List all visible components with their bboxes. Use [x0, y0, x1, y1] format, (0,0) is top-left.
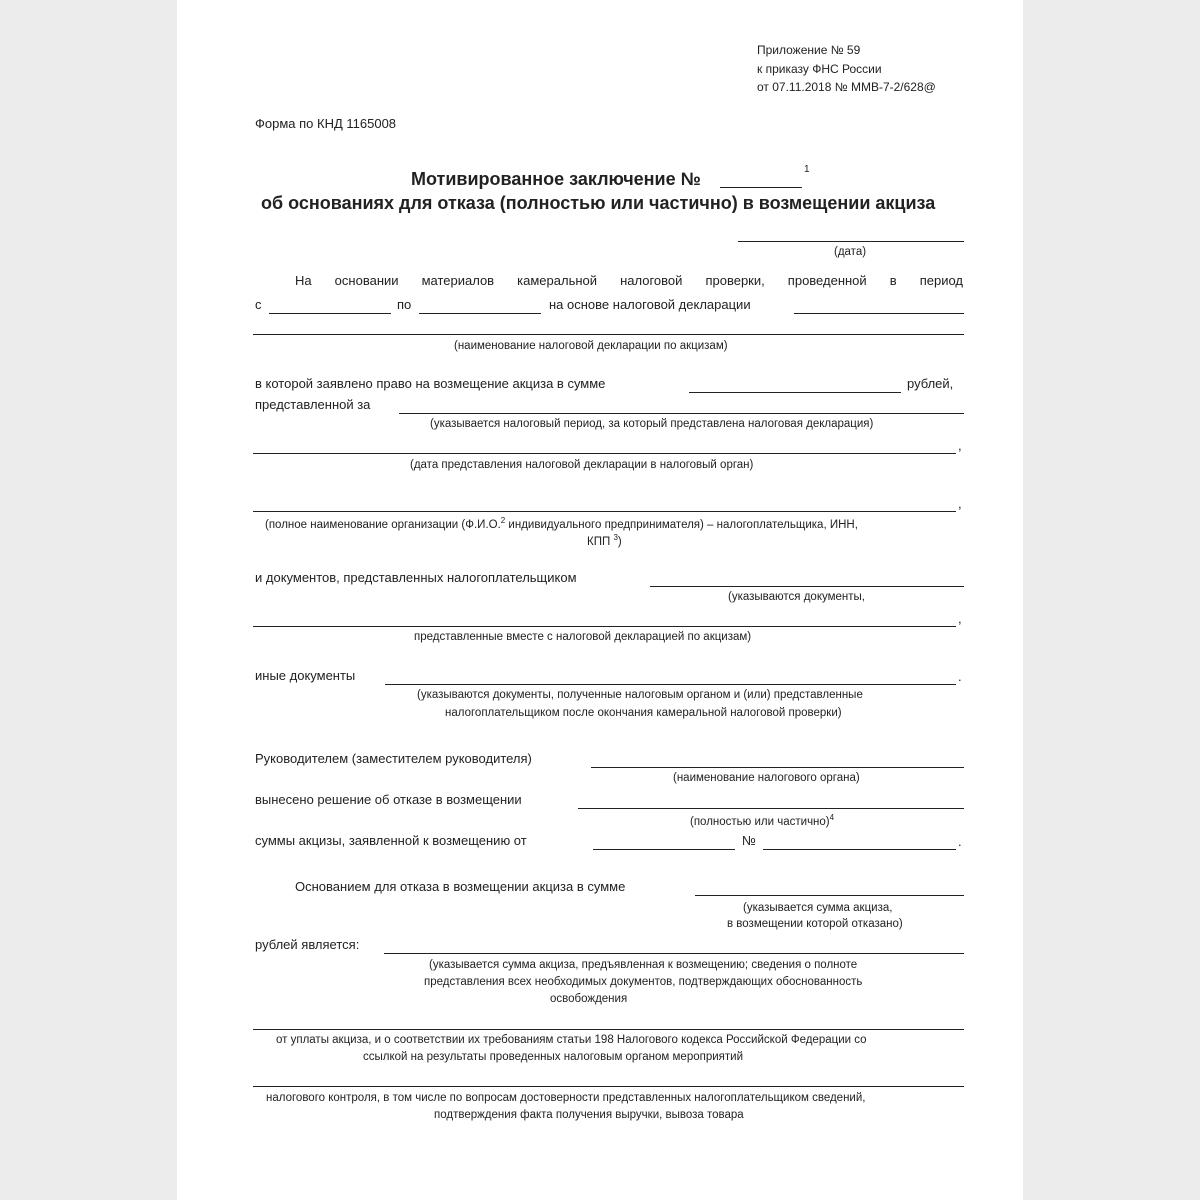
- period-from-field[interactable]: [269, 313, 391, 314]
- label-number-sign: №: [742, 833, 756, 848]
- claimed-sum-field[interactable]: [689, 392, 901, 393]
- declaration-name-field[interactable]: [253, 334, 964, 335]
- form-code: Форма по КНД 1165008: [255, 116, 397, 131]
- label-decision: вынесено решение об отказе в возмещении: [255, 792, 522, 807]
- document-title-line-2: об основаниях для отказа (полностью или частично) в возмещении акциза: [261, 193, 936, 213]
- basis-hint-2: представления всех необходимых документов, подтверждающих обоснованность: [424, 976, 863, 988]
- declaration-field[interactable]: [794, 313, 964, 314]
- full-partial-field[interactable]: [578, 808, 964, 809]
- other-documents-hint-2: налогоплательщиком после окончания камеральной налоговой проверки): [445, 707, 842, 719]
- basis-hint-7: подтверждения факта получения выручки, вывоза товара: [434, 1109, 744, 1121]
- tax-authority-field[interactable]: [591, 767, 964, 768]
- footnote-1: 1: [804, 164, 810, 175]
- label-head: Руководителем (заместителем руководителя): [255, 751, 532, 766]
- date-field[interactable]: [738, 241, 964, 242]
- basis-hint-3: освобождения: [550, 993, 628, 1005]
- tax-authority-hint: (наименование налогового органа): [673, 772, 860, 784]
- label-sum-claimed: суммы акцизы, заявленной к возмещению от: [255, 833, 527, 848]
- basis-hint-1: (указывается сумма акциза, предъявленная к возмещению; сведения о полноте: [429, 959, 858, 971]
- documents-field-2[interactable]: [253, 626, 956, 627]
- label-claimed: в которой заявлено право на возмещение акциза в сумме: [255, 376, 606, 391]
- label-other-documents: иные документы: [255, 668, 356, 683]
- submission-date-hint: (дата представления налоговой декларации в налоговый орган): [410, 459, 754, 471]
- decision-date-field[interactable]: [593, 849, 735, 850]
- period-2: .: [958, 834, 962, 849]
- documents-field[interactable]: [650, 586, 964, 587]
- documents-hint-2: представленные вместе с налоговой декларацией по акцизам): [414, 631, 752, 643]
- label-rubles-is: рублей является:: [255, 937, 360, 952]
- comma-3: ,: [958, 611, 962, 626]
- label-based-on: на основе налоговой декларации: [549, 297, 751, 312]
- organization-field[interactable]: [253, 511, 956, 512]
- conclusion-number-field[interactable]: [720, 187, 802, 188]
- tax-period-hint: (указывается налоговый период, за который представлена налоговая декларация): [430, 418, 874, 430]
- document-title-line-1: Мотивированное заключение №: [411, 169, 701, 189]
- documents-hint-1: (указываются документы,: [728, 591, 865, 603]
- other-documents-field[interactable]: [385, 684, 956, 685]
- basis-hint-4: от уплаты акциза, и о соответствии их требованиям статьи 198 Налогового кодекса Российской Федерации со: [276, 1034, 867, 1046]
- decision-number-field[interactable]: [763, 849, 956, 850]
- appendix-line-1: Приложение № 59: [757, 43, 861, 57]
- refused-sum-hint-1: (указывается сумма акциза,: [743, 902, 893, 914]
- label-to: по: [397, 297, 412, 312]
- date-hint: (дата): [834, 246, 867, 258]
- submission-date-field[interactable]: [253, 453, 956, 454]
- label-rubles: рублей,: [907, 376, 954, 391]
- label-submitted-for: представленной за: [255, 397, 371, 412]
- label-from: с: [255, 297, 262, 312]
- basis-field-3[interactable]: [253, 1086, 964, 1087]
- intro-text: На основании материалов камеральной налоговой проверки, проведенной в период: [295, 273, 963, 288]
- appendix-line-3: от 07.11.2018 № ММВ-7-2/628@: [757, 80, 936, 94]
- document-page: [177, 0, 1023, 1200]
- period-to-field[interactable]: [419, 313, 541, 314]
- comma-1: ,: [958, 438, 962, 453]
- basis-hint-6: налогового контроля, в том числе по вопросам достоверности представленных налогоплательщиком сведений,: [266, 1092, 866, 1104]
- other-documents-hint-1: (указываются документы, полученные налоговым органом и (или) представленные: [417, 689, 863, 701]
- period-1: .: [958, 669, 962, 684]
- basis-hint-5: ссылкой на результаты проведенных налоговым органом мероприятий: [363, 1051, 743, 1063]
- refused-sum-hint-2: в возмещении которой отказано): [727, 918, 903, 930]
- organization-hint-line-1: (полное наименование организации (Ф.И.О.$^2$ индивидуального предпринимателя) – налогоплательщика, ИНН,: [265, 516, 858, 531]
- label-basis: Основанием для отказа в возмещении акциза в сумме: [295, 879, 626, 894]
- comma-2: ,: [958, 496, 962, 511]
- tax-period-field[interactable]: [399, 413, 964, 414]
- appendix-line-2: к приказу ФНС России: [757, 62, 882, 76]
- basis-field[interactable]: [384, 953, 964, 954]
- organization-hint-line-2: КПП $^3$): [587, 533, 622, 548]
- basis-field-2[interactable]: [253, 1029, 964, 1030]
- full-partial-hint: (полностью или частично)$^4$: [690, 813, 835, 828]
- refused-sum-field[interactable]: [695, 895, 964, 896]
- declaration-name-hint: (наименование налоговой декларации по акцизам): [454, 340, 728, 352]
- label-and-documents: и документов, представленных налогоплательщиком: [255, 570, 577, 585]
